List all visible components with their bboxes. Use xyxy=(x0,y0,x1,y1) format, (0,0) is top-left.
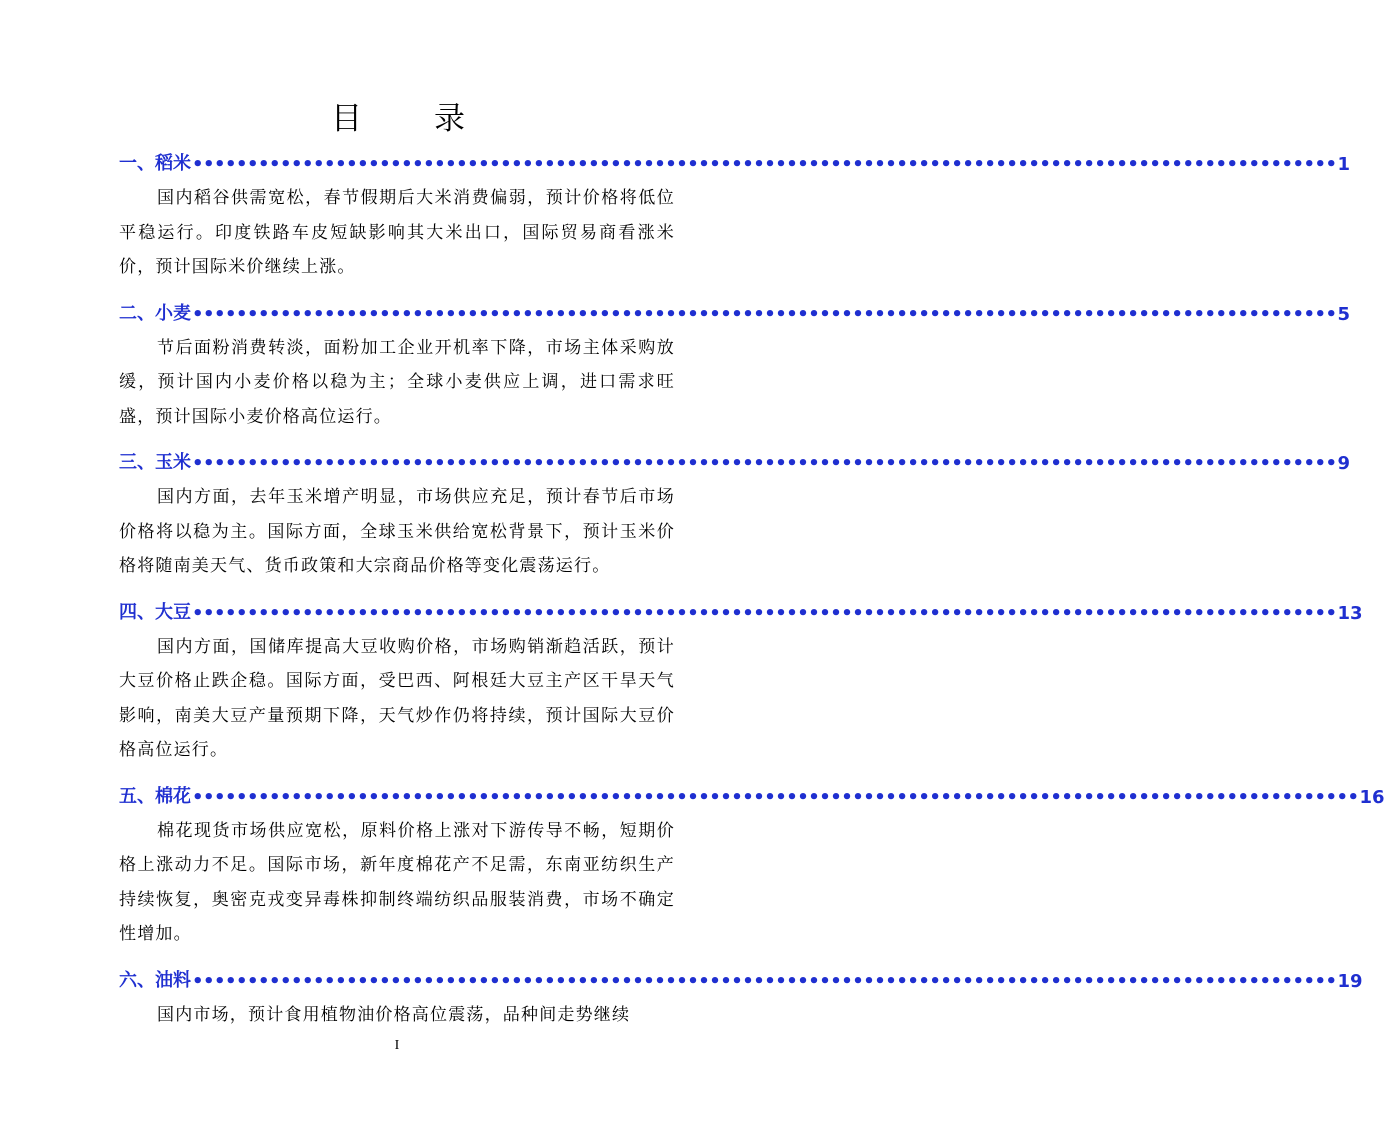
toc-page-number: 9 xyxy=(1337,453,1351,474)
toc-leader-dots: •••••••••••••••••••••••••••••••••••••••••••••••••••••••••••••••••••••••••••••••••••••••••••••••••••••••• xyxy=(192,453,1337,474)
toc-entry-wheat xyxy=(119,295,1351,445)
toc-summary: 国内方面，国储库提高大豆收购价格，市场购销渐趋活跃，预计大豆价格止跌企稳。国际方面，受巴西、阿根廷大豆主产区干旱天气影响，南美大豆产量预期下降，天气炒作仍将持续，预计国际大豆价格高位运行。 xyxy=(119,636,675,760)
title-char-2: 录 xyxy=(434,101,467,137)
toc-label: 一、稻米 xyxy=(119,153,191,174)
toc-entry-rice xyxy=(119,145,1351,295)
title-char-1: 目 xyxy=(331,101,364,137)
page-number-footer: I xyxy=(394,1038,400,1053)
toc-leader-dots: •••••••••••••••••••••••••••••••••••••••••••••••••••••••••••••••••••••••••••••••••••••••••••••••••••••••• xyxy=(192,602,1337,624)
toc-page-number: 13 xyxy=(1337,602,1363,624)
table-of-contents xyxy=(119,145,1385,1042)
toc-entry-oilseeds xyxy=(119,962,1363,1043)
toc-label: 六、油料 xyxy=(119,969,191,991)
toc-summary: 国内市场，预计食用植物油价格高位震荡，品种间走势继续 xyxy=(157,1004,631,1025)
toc-leader-dots: •••••••••••••••••••••••••••••••••••••••••••••••••••••••••••••••••••••••••••••••••••••••••••••••••••••••• xyxy=(192,154,1337,175)
toc-link-wheat[interactable] xyxy=(119,295,1351,325)
toc-page-number: 16 xyxy=(1359,786,1385,808)
toc-leader-dots: •••••••••••••••••••••••••••••••••••••••••••••••••••••••••••••••••••••••••••••••••••••••••••••••••••••••••• xyxy=(192,786,1359,808)
toc-entry-cotton xyxy=(119,778,1385,962)
toc-entry-soybean xyxy=(119,594,1363,778)
toc-link-corn[interactable] xyxy=(119,444,1351,474)
toc-summary: 棉花现货市场供应宽松，原料价格上涨对下游传导不畅，短期价格上涨动力不足。国际市场，新年度棉花产不足需，东南亚纺织生产持续恢复，奥密克戎变异毒株抑制终端纺织品服装消费，市场不确定性增加。 xyxy=(119,820,675,944)
toc-summary: 节后面粉消费转淡，面粉加工企业开机率下降，市场主体采购放缓，预计国内小麦价格以稳为主；全球小麦供应上调，进口需求旺盛，预计国际小麦价格高位运行。 xyxy=(119,337,675,427)
toc-summary: 国内方面，去年玉米增产明显，市场供应充足，预计春节后市场价格将以稳为主。国际方面，全球玉米供给宽松背景下，预计玉米价格将随南美天气、货币政策和大宗商品价格等变化震荡运行。 xyxy=(119,487,675,576)
toc-link-rice[interactable] xyxy=(119,145,1351,175)
toc-label: 四、大豆 xyxy=(119,601,191,623)
toc-entry-corn xyxy=(119,444,1351,594)
toc-page-number: 1 xyxy=(1337,154,1351,175)
toc-label: 三、玉米 xyxy=(119,452,191,473)
toc-label: 五、棉花 xyxy=(119,785,191,807)
toc-label: 二、小麦 xyxy=(119,302,191,324)
toc-leader-dots: •••••••••••••••••••••••••••••••••••••••••••••••••••••••••••••••••••••••••••••••••••••••••••••••••••••••• xyxy=(192,970,1337,992)
toc-leader-dots: •••••••••••••••••••••••••••••••••••••••••••••••••••••••••••••••••••••••••••••••••••••••••••••••••••••••• xyxy=(192,303,1337,325)
toc-summary: 国内稻谷供需宽松，春节假期后大米消费偏弱，预计价格将低位平稳运行。印度铁路车皮短缺影响其大米出口，国际贸易商看涨米价，预计国际米价继续上涨。 xyxy=(119,188,675,277)
toc-page-number: 19 xyxy=(1337,970,1363,992)
toc-link-cotton[interactable] xyxy=(119,778,1385,808)
toc-link-soybean[interactable] xyxy=(119,594,1363,624)
toc-page-number: 5 xyxy=(1337,303,1351,325)
toc-link-oilseeds[interactable] xyxy=(119,962,1363,992)
